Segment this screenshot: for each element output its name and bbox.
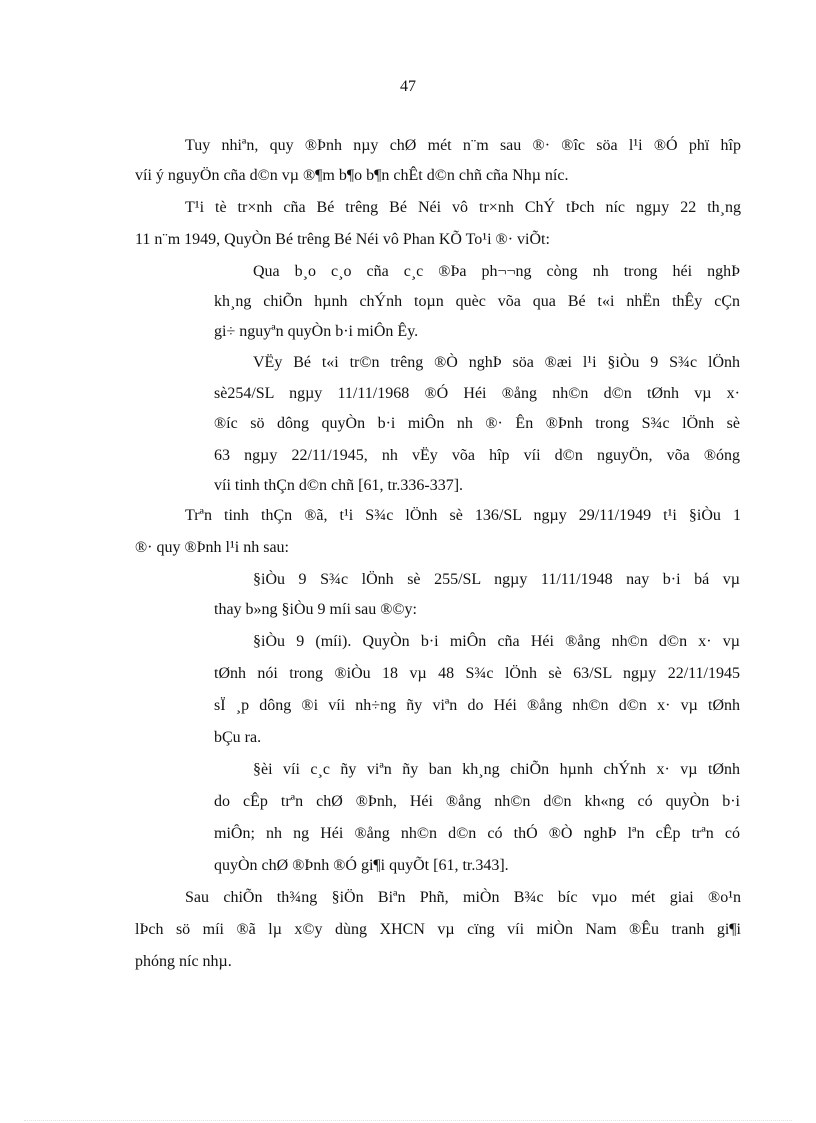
text-line: thay b»ng §iÒu 9 míi sau ®©y: <box>214 601 417 618</box>
text-line: §èi víi c¸c ñy viªn ñy ban kh¸ng chiÕn hµnh chÝnh x· vµ tØnh <box>253 761 740 778</box>
text-line: Tuy nhiªn, quy ®Þnh nµy chØ mét n¨m sau ®· ®îc söa l¹i ®Ó phï hîp <box>185 137 741 154</box>
page-bottom-border <box>24 1120 792 1121</box>
text-line: ®· quy ®Þnh l¹i nh sau: <box>135 539 289 556</box>
text-line: phóng níc nhµ. <box>135 953 232 970</box>
text-line: Trªn tinh thÇn ®ã, t¹i S¾c lÖnh sè 136/SL ngµy 29/11/1949 t¹i §iÒu 1 <box>185 507 741 524</box>
text-line: lÞch sö míi ®ã lµ x©y dùng XHCN vµ cïng víi miÒn Nam ®Êu tranh gi¶i <box>135 921 741 938</box>
text-line: Qua b¸o c¸o cña c¸c ®Þa ph¬¬ng còng nh trong héi nghÞ <box>253 263 740 280</box>
text-line: víi tinh thÇn d©n chñ [61, tr.336-337]. <box>214 477 464 494</box>
text-line: 63 ngµy 22/11/1945, nh vËy võa hîp víi d©n nguyÖn, võa ®óng <box>214 447 740 464</box>
text-line: gi÷ nguyªn quyÒn b·i miÔn Êy. <box>214 323 419 340</box>
text-line: §iÒu 9 S¾c lÖnh sè 255/SL ngµy 11/11/1948 nay b·i bá vµ <box>253 571 740 588</box>
text-line: T¹i tè tr×nh cña Bé trêng Bé Néi vô tr×nh ChÝ tÞch níc ngµy 22 th¸ng <box>185 199 741 216</box>
text-line: sè254/SL ngµy 11/11/1968 ®Ó Héi ®ång nh©n d©n tØnh vµ x· <box>214 385 740 402</box>
page-number: 47 <box>400 78 416 95</box>
text-line: bÇu ra. <box>214 729 262 746</box>
text-line: tØnh nói trong ®iÒu 18 vµ 48 S¾c lÖnh sè 63/SL ngµy 22/11/1945 <box>214 665 740 682</box>
text-line: quyÒn chØ ®Þnh ®Ó gi¶i quyÕt [61, tr.343]. <box>214 857 509 874</box>
text-line: VËy Bé t«i tr©n trêng ®Ò nghÞ söa ®æi l¹i §iÒu 9 S¾c lÖnh <box>253 354 740 371</box>
text-line: ®íc sö dông quyÒn b·i miÔn nh ®· Ên ®Þnh trong S¾c lÖnh sè <box>214 415 740 432</box>
text-line: miÔn; nh ng Héi ®ång nh©n d©n có thÓ ®Ò nghÞ lªn cÊp trªn có <box>214 825 740 842</box>
text-line: kh¸ng chiÕn hµnh chÝnh toµn quèc võa qua Bé t«i nhËn thÊy cÇn <box>214 293 740 310</box>
text-line: do cÊp trªn chØ ®Þnh, Héi ®ång nh©n d©n kh«ng có quyÒn b·i <box>214 793 740 810</box>
text-line: víi ý nguyÖn cña d©n vµ ®¶m b¶o b¶n chÊt d©n chñ cña Nhµ níc. <box>135 167 569 184</box>
text-line: §iÒu 9 (míi). QuyÒn b·i miÔn cña Héi ®ång nh©n d©n x· vµ <box>253 633 740 650</box>
text-line: 11 n¨m 1949, QuyÒn Bé trêng Bé Néi vô Phan KÕ To¹i ®· viÕt: <box>135 231 550 248</box>
text-line: sÏ ¸p dông ®i víi nh÷ng ñy viªn do Héi ®ång nh©n d©n x· vµ tØnh <box>214 697 740 714</box>
text-line: Sau chiÕn th¾ng §iÖn Biªn Phñ, miÒn B¾c bíc vµo mét giai ®o¹n <box>185 889 741 906</box>
